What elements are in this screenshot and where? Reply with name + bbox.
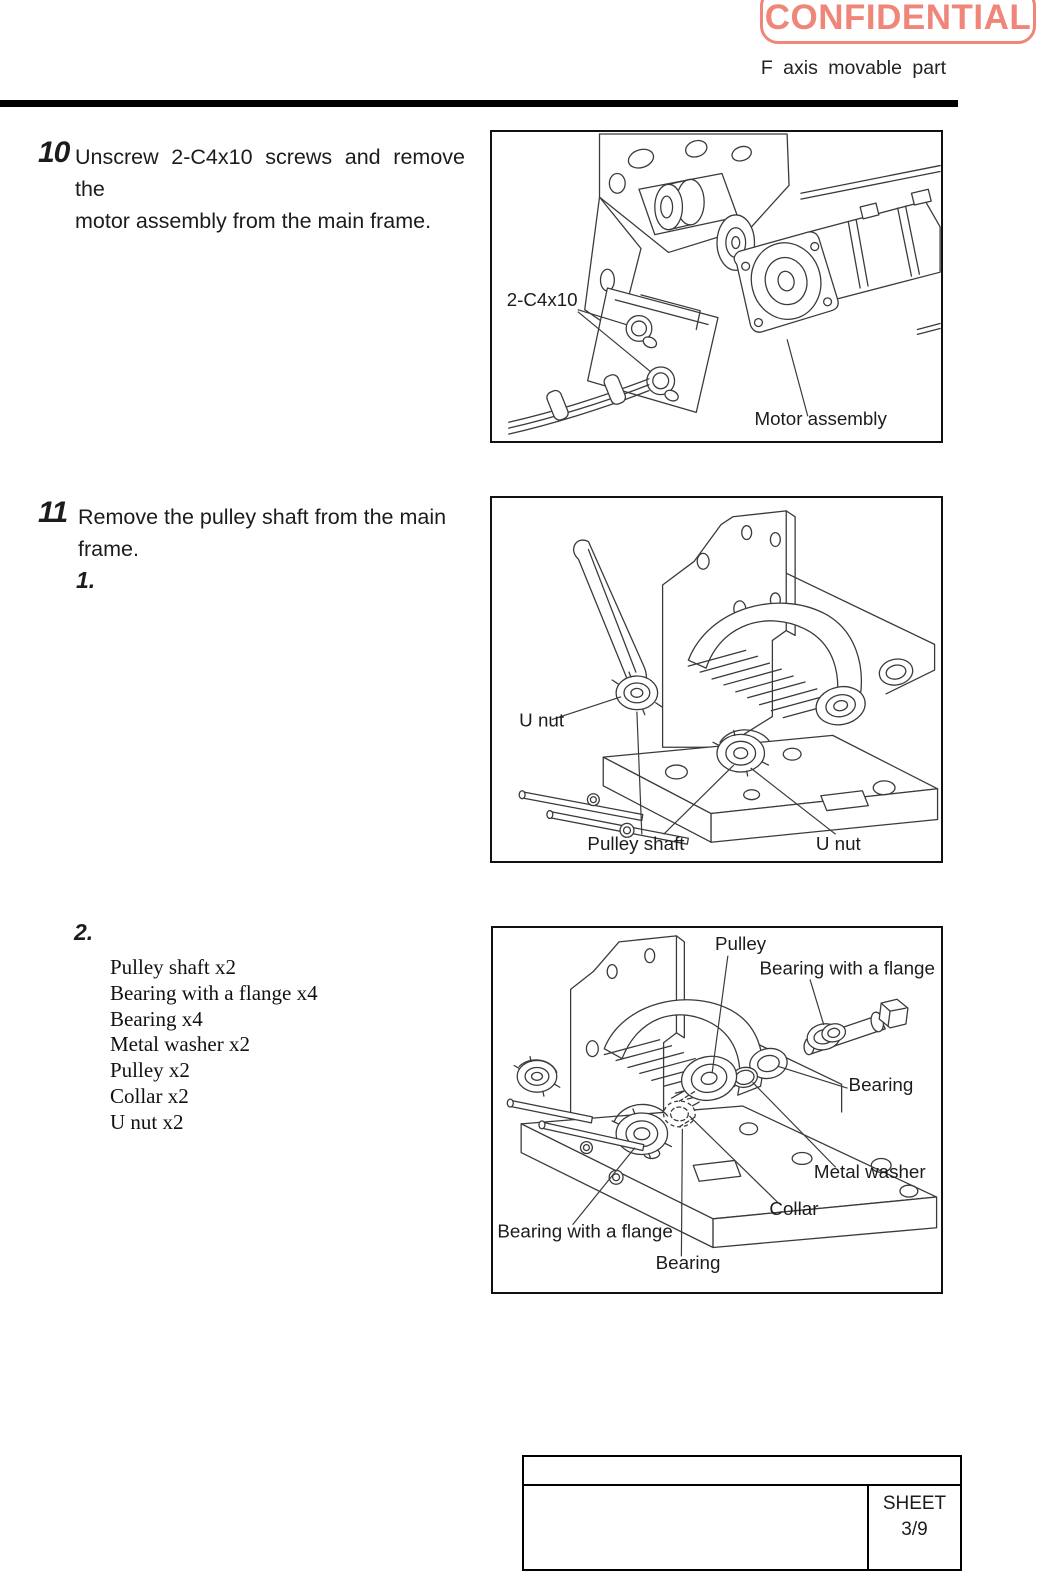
sheet-table bbox=[522, 1455, 962, 1571]
figure-pulley-shaft bbox=[490, 496, 943, 863]
parts-list-item: Pulley shaft x2 bbox=[110, 955, 236, 979]
label-bearing-bottom: Bearing bbox=[655, 1252, 721, 1274]
sheet-table-empty-cell bbox=[524, 1486, 867, 1569]
step11-line2: frame. bbox=[78, 537, 139, 561]
confidential-stamp bbox=[760, 0, 1036, 44]
parts-list-item: Metal washer x2 bbox=[110, 1032, 250, 1057]
step10-line1: Unscrew 2-C4x10 screws and remove the bbox=[75, 145, 465, 201]
sheet-table-top-row bbox=[524, 1457, 960, 1486]
parts-list-item: Collar x2 bbox=[110, 1083, 189, 1108]
label-bearing-flange-bottom: Bearing with a flange bbox=[497, 1220, 673, 1242]
step10-number: 10 bbox=[38, 136, 70, 169]
sheet-label: SHEET bbox=[882, 1493, 947, 1514]
label-u-nut-left: U nut bbox=[519, 709, 565, 731]
figure-motor-assembly bbox=[490, 130, 943, 443]
substep-2: 2. bbox=[74, 919, 94, 945]
label-collar: Collar bbox=[769, 1197, 819, 1219]
step10-line2: motor assembly from the main frame. bbox=[75, 209, 432, 233]
label-motor-assembly: Motor assembly bbox=[754, 408, 887, 430]
figure-pulley-shaft-drawing bbox=[492, 498, 941, 861]
label-bearing-right: Bearing bbox=[848, 1074, 914, 1096]
substep-1: 1. bbox=[76, 567, 96, 593]
figure-exploded-parts bbox=[491, 926, 943, 1294]
label-bearing-flange-top: Bearing with a flange bbox=[759, 957, 935, 979]
header-rule bbox=[0, 100, 958, 107]
sheet-cell bbox=[867, 1486, 960, 1569]
label-pulley: Pulley bbox=[715, 932, 767, 954]
parts-list-item: Bearing with a flange x4 bbox=[110, 980, 318, 1005]
label-screws: 2-C4x10 bbox=[506, 288, 578, 310]
step11-line1: Remove the pulley shaft from the main bbox=[78, 505, 447, 529]
label-pulley-shaft: Pulley shaft bbox=[587, 833, 685, 855]
step10-text bbox=[75, 141, 465, 237]
confidential-stamp-text: CONFIDENTIAL bbox=[764, 0, 1032, 37]
figure-motor-assembly-drawing bbox=[492, 132, 941, 441]
parts-list-item: Bearing x4 bbox=[110, 1006, 203, 1031]
parts-list-item: U nut x2 bbox=[110, 1109, 184, 1134]
page-caption: F axis movable part bbox=[760, 57, 946, 79]
sheet-number: 3/9 bbox=[901, 1519, 928, 1540]
label-metal-washer: Metal washer bbox=[813, 1161, 926, 1183]
step11-text bbox=[78, 501, 468, 565]
figure-exploded-parts-drawing bbox=[493, 928, 941, 1292]
label-u-nut-right: U nut bbox=[815, 833, 861, 855]
parts-list bbox=[110, 955, 318, 1136]
step11-number: 11 bbox=[38, 496, 68, 529]
parts-list-item: Pulley x2 bbox=[110, 1058, 190, 1083]
